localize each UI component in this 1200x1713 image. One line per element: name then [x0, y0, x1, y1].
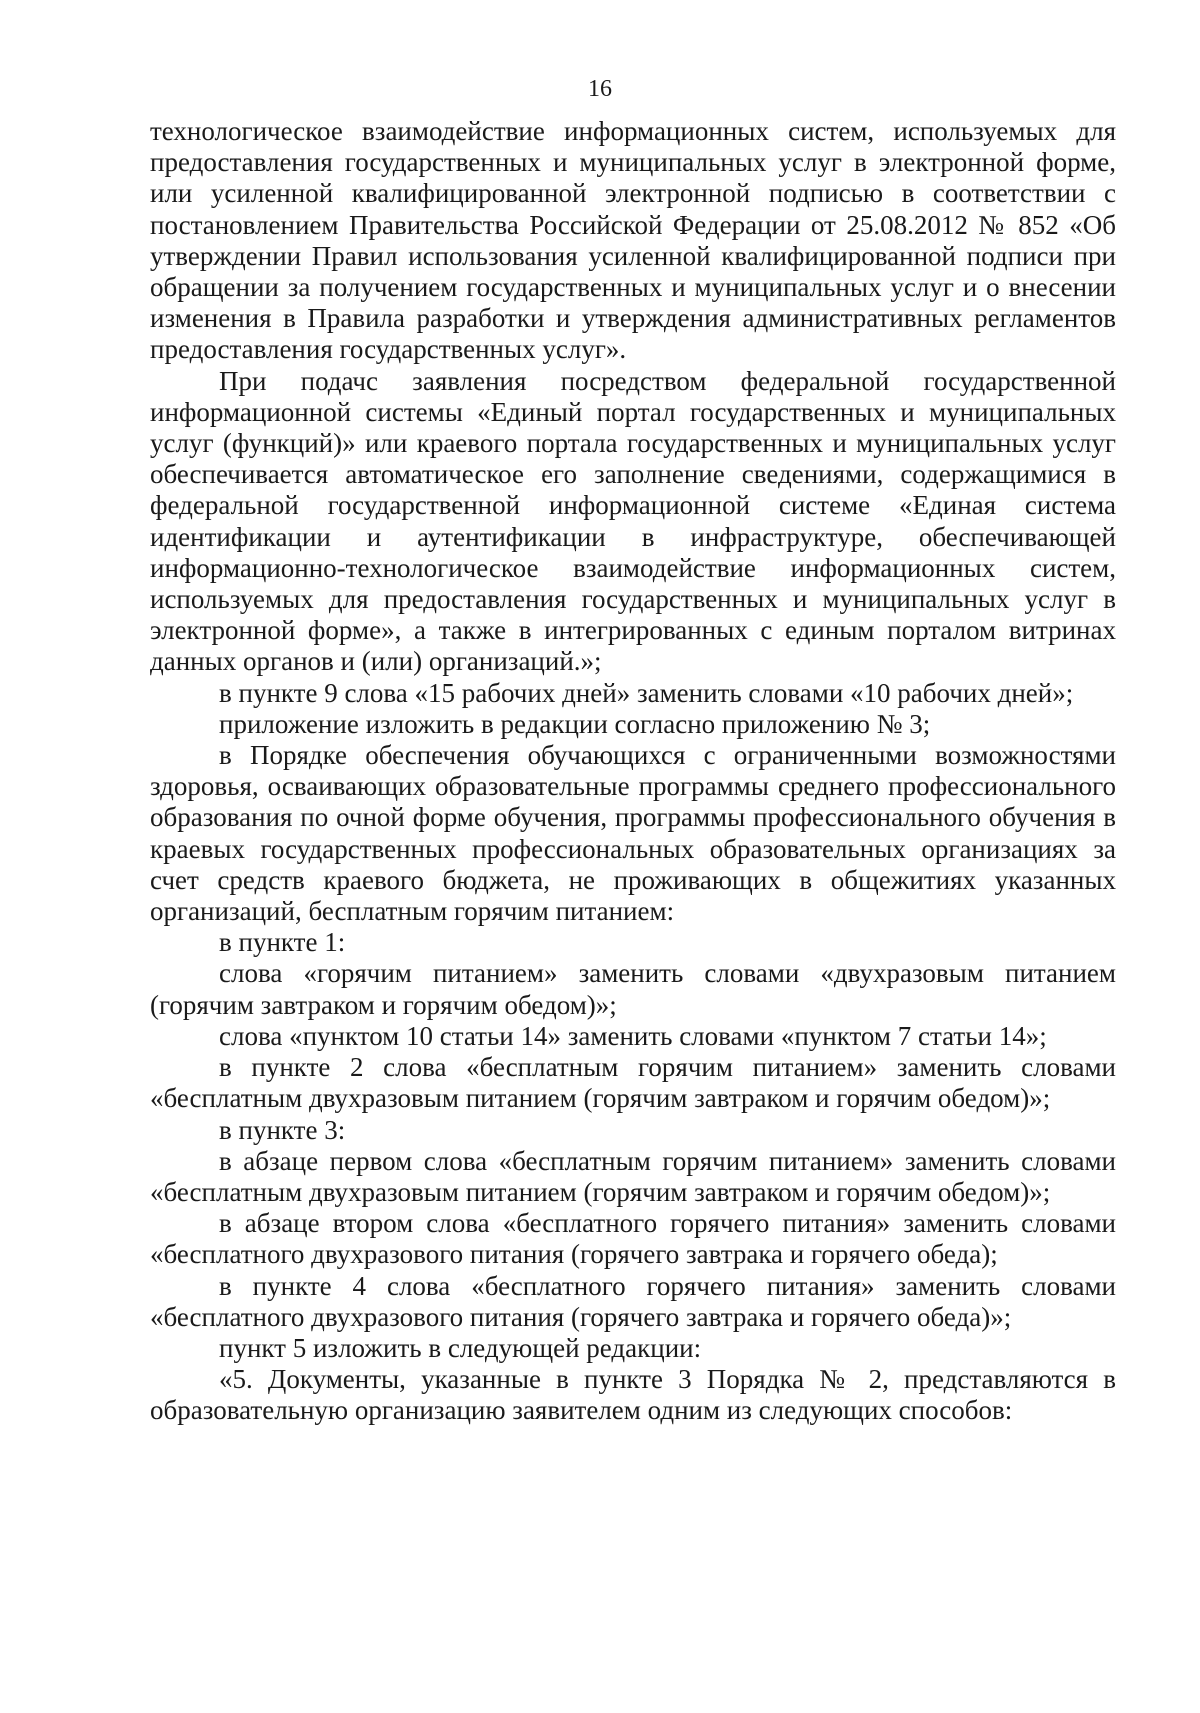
paragraph-item-5-heading: пункт 5 изложить в следующей редакции: — [219, 1332, 702, 1363]
paragraph-item-3-heading: в пункте 3: — [219, 1114, 346, 1145]
document-body — [150, 116, 1116, 1427]
paragraph-continuation: технологическое взаимодействие информационных систем, используемых для предоставления государственных и муниципальных услуг в электронной форме, или усиленной квалифицированной электронной подписью в соответствии с постановлением Правительства Российской Федерации от 25.08.2012 № 852 «Об утверждении Правил использования усиленной квалифицированной подписи при обращении за получением государственных и муниципальных услуг и о внесении изменения в Правила разработки и утверждения административных регламентов предоставления государственных услуг». — [150, 116, 1116, 365]
paragraph-item-9: в пункте 9 слова «15 рабочих дней» заменить словами «10 рабочих дней»; — [219, 677, 1074, 708]
paragraph-item-2: в пункте 2 слова «бесплатным горячим питанием» заменить словами «бесплатным двухразовым питанием (горячим завтраком и горячим обедом)»; — [150, 1052, 1116, 1114]
paragraph-item-1-words: слова «горячим питанием» заменить словами «двухразовым питанием (горячим завтраком и горячим обедом)»; — [150, 958, 1116, 1020]
paragraph-item-1-heading: в пункте 1: — [219, 927, 346, 958]
paragraph-item-5-text: «5. Документы, указанные в пункте 3 Порядка № 2, представляются в образовательную организацию заявителем одним из следующих способов: — [150, 1364, 1116, 1426]
paragraph-item-4: в пункте 4 слова «бесплатного горячего питания» заменить словами «бесплатного двухразового питания (горячего завтрака и горячего обеда)»; — [150, 1270, 1116, 1332]
paragraph-item-3-second: в абзаце втором слова «бесплатного горячего питания» заменить словами «бесплатного двухразового питания (горячего завтрака и горячего обеда); — [150, 1208, 1116, 1270]
paragraph-order-title: в Порядке обеспечения обучающихся с ограниченными возможностями здоровья, осваивающих образовательные программы среднего профессионального образования по очной форме обучения, программы профессионального обучения в краевых государственных профессиональных образовательных организациях за счет средств краевого бюджета, не проживающих в общежитиях указанных организаций, бесплатным горячим питанием: — [150, 740, 1116, 927]
paragraph-portal-submission: При подачс заявления посредством федеральной государственной информационной системы «Единый портал государственных и муниципальных услуг (функций)» или краевого портала государственных и муниципальных услуг обеспечивается автоматическое его заполнение сведениями, содержащимися в федеральной государственной информационной системе «Единая система идентификации и аутентификации в инфраструктуре, обеспечивающей информационно-технологическое взаимодействие информационных систем, используемых для предоставления государственных и муниципальных услуг в электронной форме», а также в интегрированных с единым порталом витринах данных органов и (или) организаций.»; — [150, 365, 1116, 677]
paragraph-item-3-first: в абзаце первом слова «бесплатным горячим питанием» заменить словами «бесплатным двухразовым питанием (горячим завтраком и горячим обедом)»; — [150, 1145, 1116, 1207]
paragraph-appendix: приложение изложить в редакции согласно приложению № 3; — [219, 708, 931, 739]
paragraph-item-1-article: слова «пунктом 10 статьи 14» заменить словами «пунктом 7 статьи 14»; — [219, 1020, 1047, 1051]
page-number: 16 — [588, 76, 612, 102]
